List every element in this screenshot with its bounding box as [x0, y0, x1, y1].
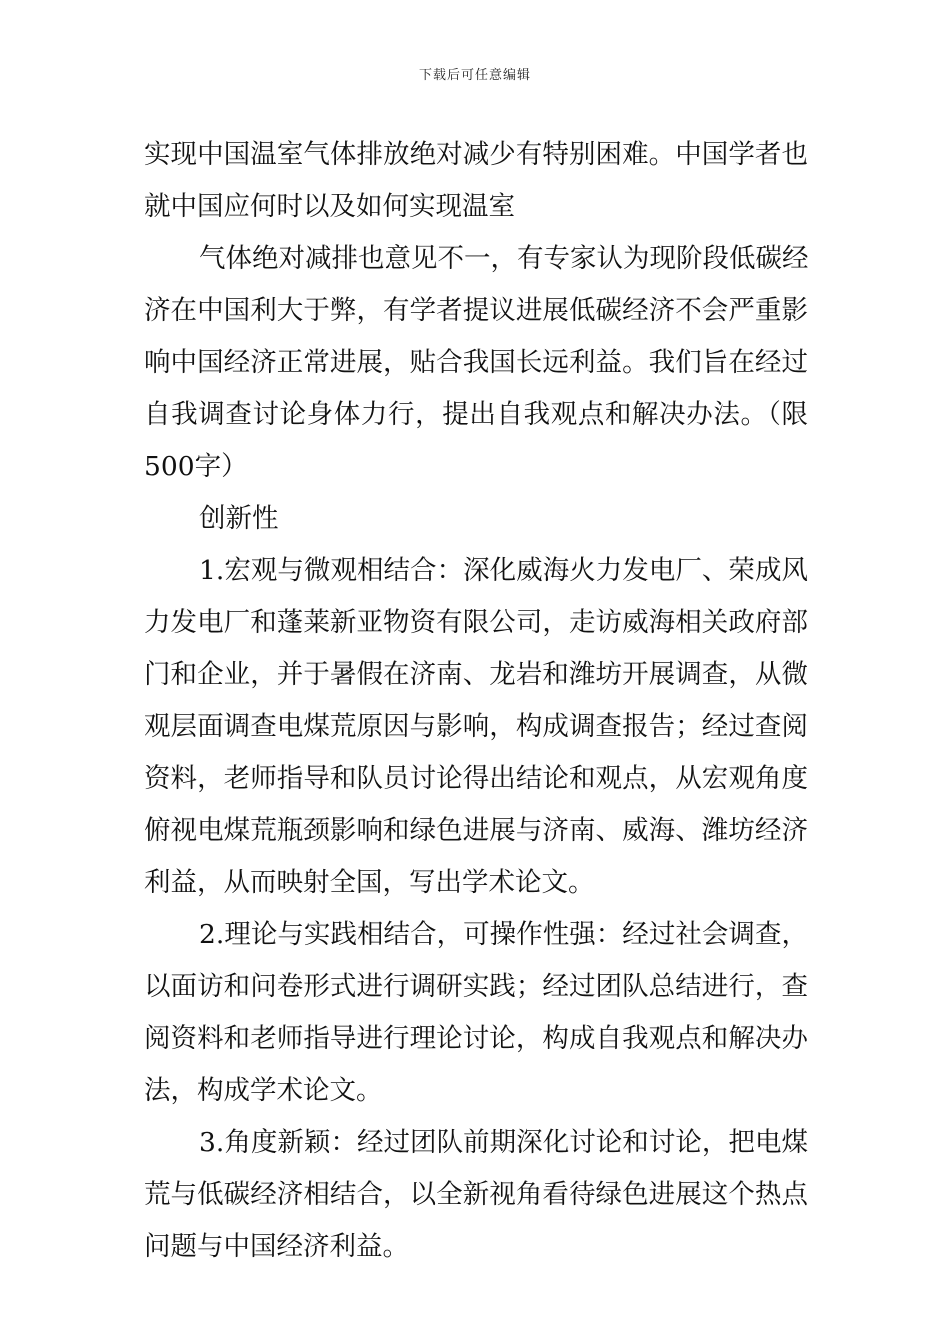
- text-line: 济在中国利大于弊，有学者提议进展低碳经济不会严重影: [144, 295, 808, 326]
- text-line: 500字）: [144, 451, 248, 482]
- text-line: 1.宏观与微观相结合：深化威海火力发电厂、荣成风: [199, 555, 808, 586]
- text-line: 气体绝对减排也意见不一，有专家认为现阶段低碳经: [199, 243, 809, 274]
- page-header: 下载后可任意编辑: [418, 68, 531, 83]
- paragraph: [144, 129, 808, 233]
- text-line: 资料，老师指导和队员讨论得出结论和观点，从宏观角度: [144, 763, 808, 794]
- text-line: 3.角度新颖：经过团队前期深化讨论和讨论，把电煤: [199, 1127, 808, 1158]
- text-line: 以面访和问卷形式进行调研实践；经过团队总结进行，查: [144, 971, 808, 1002]
- paragraph: [144, 233, 808, 493]
- paragraph: [144, 545, 808, 909]
- paragraph-heading: [144, 493, 808, 545]
- text-line: 2.理论与实践相结合，可操作性强：经过社会调查，: [199, 919, 808, 950]
- text-line: 荒与低碳经济相结合，以全新视角看待绿色进展这个热点: [144, 1179, 808, 1210]
- text-line: 自我调查讨论身体力行，提出自我观点和解决办法。（限: [144, 399, 808, 430]
- paragraph: [144, 1117, 808, 1273]
- text-line: 就中国应何时以及如何实现温室: [144, 191, 515, 222]
- text-line: 实现中国温室气体排放绝对减少有特别困难。中国学者也: [144, 139, 808, 170]
- section-heading: 创新性: [199, 503, 279, 534]
- text-line: 问题与中国经济利益。: [144, 1231, 409, 1262]
- text-line: 利益，从而映射全国，写出学术论文。: [144, 867, 595, 898]
- text-line: 力发电厂和蓬莱新亚物资有限公司，走访威海相关政府部: [144, 607, 808, 638]
- paragraph: [144, 909, 808, 1117]
- text-line: 观层面调查电煤荒原因与影响，构成调查报告；经过查阅: [144, 711, 808, 742]
- text-line: 阅资料和老师指导进行理论讨论，构成自我观点和解决办: [144, 1023, 808, 1054]
- document-body: [144, 129, 808, 1273]
- text-line: 俯视电煤荒瓶颈影响和绿色进展与济南、威海、潍坊经济: [144, 815, 808, 846]
- text-line: 法，构成学术论文。: [144, 1075, 383, 1106]
- text-line: 门和企业，并于暑假在济南、龙岩和潍坊开展调查，从微: [144, 659, 808, 690]
- text-line: 响中国经济正常进展，贴合我国长远利益。我们旨在经过: [144, 347, 808, 378]
